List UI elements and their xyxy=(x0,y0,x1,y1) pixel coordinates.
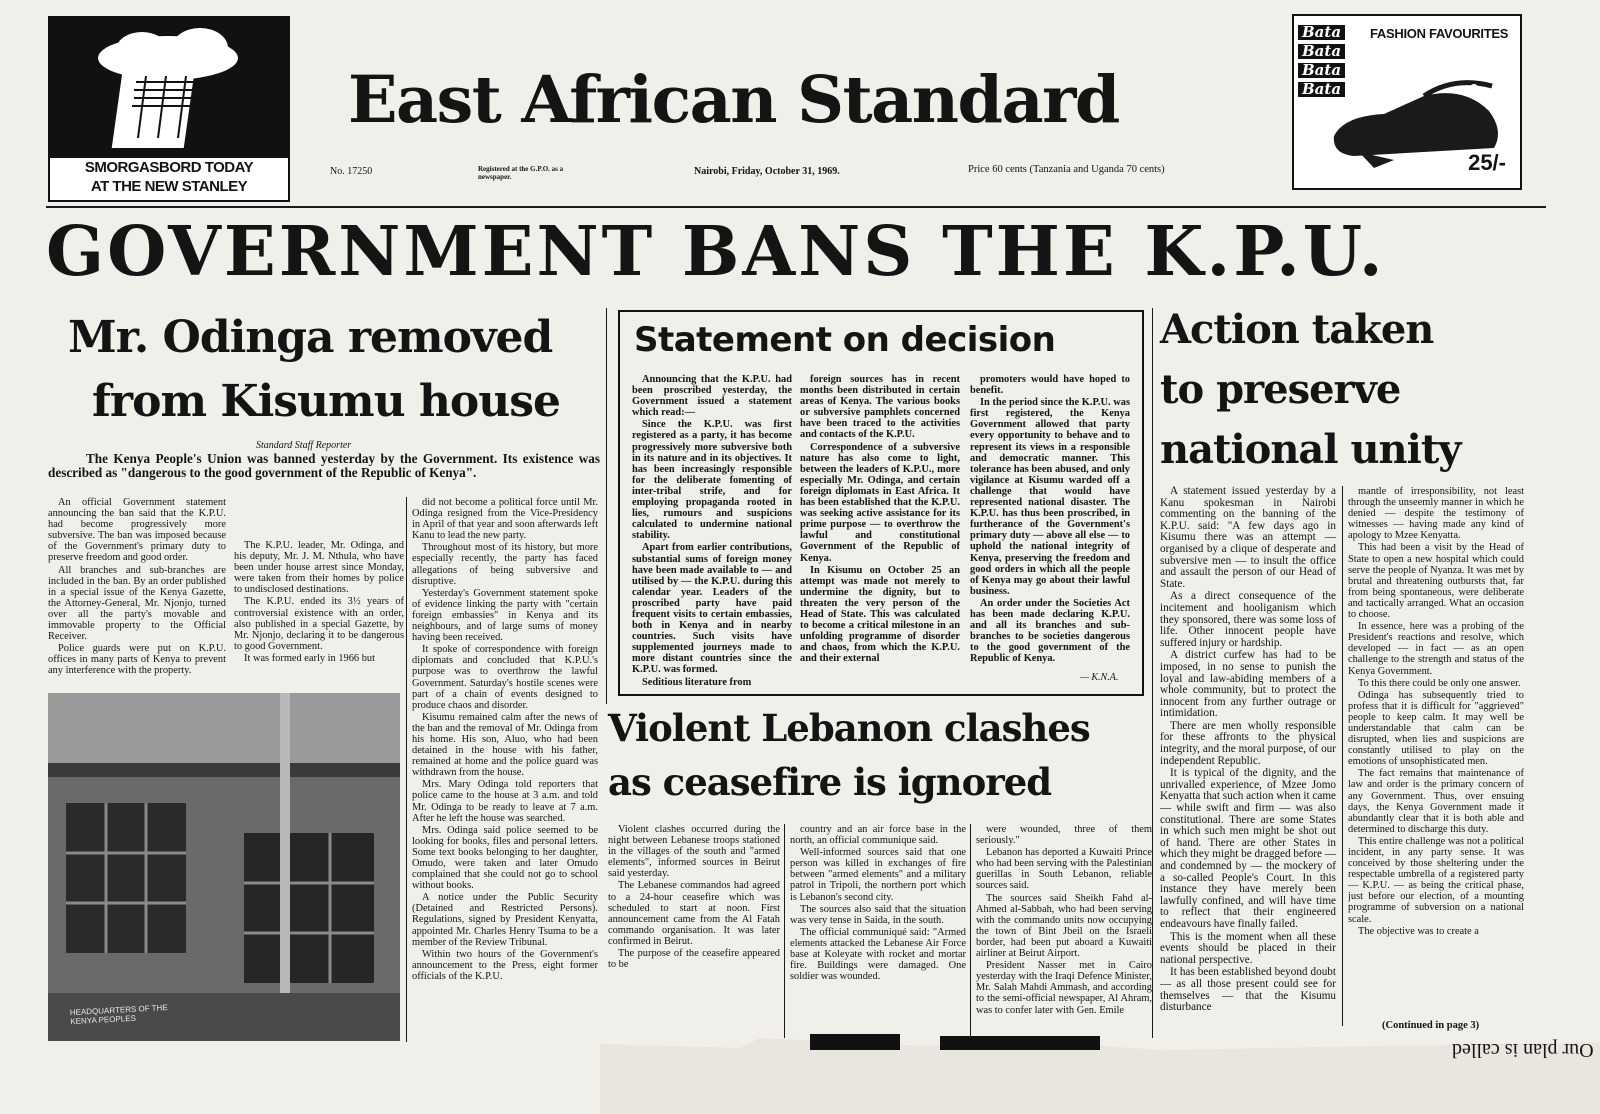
banner-headline: GOVERNMENT BANS THE K.P.U. xyxy=(46,212,1386,292)
paragraph: The purpose of the ceasefire appeared to be xyxy=(608,948,780,971)
bata-ad xyxy=(1292,14,1522,190)
paragraph: Announcing that the K.P.U. had been proscribed yesterday, the Government issued a statement which read:— xyxy=(632,374,792,419)
bata-logo: Bata xyxy=(1298,25,1345,40)
odinga-column-1 xyxy=(48,497,226,693)
unity-headline-3: national unity xyxy=(1160,426,1461,473)
paragraph: Kisumu remained calm after the news of the ban and the removal of Mr. Odinga from his home. His son, Aluo, who had been detained in the house with his father, remained at home and the police guard was withdrawn from the house. xyxy=(412,711,598,779)
ad-headline: FASHION FAVOURITES xyxy=(1370,26,1509,41)
paragraph: This had been a visit by the Head of State to open a new hospital which could serve the people of Nyanza. It was met by brutal and threatening outbursts that, far from being spontaneous, were deliberate and tactically arranged. What an occasion to choose. xyxy=(1348,542,1524,621)
lebanon-column-2 xyxy=(790,824,966,1044)
odinga-headline-1: Mr. Odinga removed xyxy=(68,312,553,363)
column-rule xyxy=(784,824,785,1038)
unity-headline-2: to preserve xyxy=(1160,366,1401,413)
statement-headline: Statement on decision xyxy=(634,320,1056,360)
masthead-title: East African Standard xyxy=(348,62,1119,138)
dateline: Nairobi, Friday, October 31, 1969. xyxy=(694,166,840,177)
paragraph: The sources also said that the situation was very tense in Saida, in the south. xyxy=(790,903,966,926)
paragraph: Odinga has subsequently tried to profess that it is difficult for "aggrieved" people to keep calm. It may well be understandable that calm can be disrupted, when lies and suspicions are constantly utilised to play on the emotions of unsophisticated men. xyxy=(1348,689,1524,768)
paragraph: There are men wholly responsible for these affronts to the physical integrity, and the moral purpose, of our independent Republic. xyxy=(1160,719,1336,767)
paragraph: A statement issued yesterday by a Kanu spokesman in Nairobi commenting on the banning of the K.P.U. said: "A few days ago in Kisumu there was an attempt — organised by a clique of desperate and subversive men — to insult the office and assault the person of our Head of State. xyxy=(1160,486,1336,590)
paragraph: To this there could be only one answer. xyxy=(1358,677,1521,689)
paragraph: A notice under the Public Security (Detained and Restricted Persons). Regulations, signed by President Kenyatta, appointed Mr. Charles Henry Tsuma to be a member of the Review Tribunal. xyxy=(412,892,598,948)
smorgasbord-ad xyxy=(48,16,290,202)
paragraph: It was formed early in 1966 but xyxy=(244,652,376,664)
paragraph: Well-informed sources said that one person was killed in exchanges of fire between "armed elements" and a military patrol in Tripoli, the northern port which is Lebanon's second city. xyxy=(790,847,966,903)
statement-column-3 xyxy=(970,374,1130,664)
paragraph: Mrs. Mary Odinga told reporters that police came to the house at 3 a.m. and told Mr. Odinga to be ready to leave at 7 a.m. After he left the house was searched. xyxy=(412,779,598,824)
odinga-headline-2: from Kisumu house xyxy=(92,376,561,427)
unity-column-2 xyxy=(1348,486,1524,1006)
bata-logo: Bata xyxy=(1298,82,1345,97)
lebanon-headline-1: Violent Lebanon clashes xyxy=(608,706,1090,750)
registered-note: Registered at the G.P.O. as a newspaper. xyxy=(478,165,564,181)
paragraph: It has been established beyond doubt — as all those present could see for themselves — that the Kisumu disturbance xyxy=(1160,966,1336,1014)
paragraph: Seditious literature from xyxy=(642,676,752,686)
paragraph: Correspondence of a subversive nature has also come to light, between the leaders of K.P.U., more especially Mr. Odinga, and certain foreign diplomats in East Africa. It has been established that the K.P.U. was seeking active assistance for its prime purpose — to overthrow the lawful and constitutional Government of the Republic of Kenya. xyxy=(800,441,960,564)
lebanon-headline-2: as ceasefire is ignored xyxy=(608,760,1052,804)
paragraph: Police guards were put on K.P.U. offices in many parts of Kenya to prevent any interference with the property. xyxy=(48,643,226,677)
paragraph: In the period since the K.P.U. was first registered, the Kenya Government allowed that party every opportunity to behave and to represent its views in a responsible and democratic manner. This tolerance has been abused, and only vigilance at Kisumu warded off a challenge that would have represented national disaster. The K.P.U. has thus been proscribed, in furtherance of the Government's primary duty — above all else — to uphold the national integrity of Kenya, preserving the freedom and good orders in which all the people of Kenya may go about their lawful business. xyxy=(970,397,1130,597)
column-rule xyxy=(1342,486,1343,1026)
paragraph: The objective was to create a xyxy=(1358,925,1479,937)
paragraph: Violent clashes occurred during the night between Lebanese troops stationed in the villages of the south and "armed elements", informed sources in Beirut said yesterday. xyxy=(608,824,780,880)
statement-box xyxy=(618,310,1144,696)
ad-illustration xyxy=(50,18,288,158)
continued-note: (Continued in page 3) xyxy=(1382,1020,1480,1031)
paragraph: The K.P.U. leader, Mr. Odinga, and his deputy, Mr. J. M. Nthula, who have been under house arrest since Monday, were taken from their homes by police to undisclosed destinations. xyxy=(234,540,404,596)
paragraph: Throughout most of its history, but more especially recently, the party has faced allegations of being subversive and disruptive. xyxy=(412,542,598,587)
column-rule xyxy=(970,824,971,1038)
paragraph: An order under the Societies Act has been made declaring K.P.U. and all its branches and sub-branches to be societies dangerous to the good government of the Republic of Kenya. xyxy=(970,597,1130,664)
paragraph: The sources said Sheikh Fahd al-Ahmed al-Sabbah, who had been serving with the commando units now occupying the town of Bint Jbeil on the Israeli border, had been put aboard a Kuwaiti airliner at Beirut Airport. xyxy=(976,892,1152,960)
paragraph: Yesterday's Government statement spoke of evidence linking the party with "certain foreign embassies" in Kenya and its neighbours, and of large sums of money having been received. xyxy=(412,587,598,644)
statement-column-1 xyxy=(632,374,792,686)
odinga-byline: Standard Staff Reporter xyxy=(256,440,352,451)
paragraph: were wounded, three of them seriously." xyxy=(976,824,1152,847)
unity-headline-1: Action taken xyxy=(1160,306,1434,353)
chef-hat-icon xyxy=(50,18,288,158)
paragraph: Within two hours of the Government's announcement to the Press, eight former officials of the K.P.U. xyxy=(412,948,598,982)
paragraph: President Nasser met in Cairo yesterday with the Iraqi Defence Minister, Mr. Salah Mahdi Ammash, and according to the semi-official newspaper, Al Ahram, was to confer later with Gen. Emile xyxy=(976,960,1152,1016)
paragraph: This entire challenge was not a political incident, in any party sense. It was conceived by those sheltering under the respectable umbrella of a registered party — K.P.U. — as being the critical phase, just before our election, of a mounting programme of subversion on a national scale. xyxy=(1348,835,1524,925)
paragraph: In Kisumu on October 25 an attempt was made not merely to undermine the dignity, but to threaten the very person of the Head of State. This was calculated to become a critical milestone in an unfolding programme of disorder and chaos, from which the K.P.U. and their external xyxy=(800,564,960,665)
paragraph: The official communiqué said: "Armed elements attacked the Lebanese Air Force base at Koleyate with rocket and mortar fire. Buildings were damaged. One soldier was wounded. xyxy=(790,926,966,983)
statement-column-2 xyxy=(800,374,960,686)
bata-logo: Bata xyxy=(1298,44,1345,59)
paragraph: A district curfew has had to be imposed, in no sense to punish the loyal and law-abiding members of a whole community, but to protect the innocent from any further outrage or intimidation. xyxy=(1160,649,1336,720)
unity-column-1 xyxy=(1160,486,1336,1042)
issue-number: No. 17250 xyxy=(330,166,373,177)
paragraph: did not become a political force until Mr. Odinga resigned from the Vice-Presidency in April of that year and soon afterwards left Kanu to lead the new party. xyxy=(412,497,598,542)
paragraph: As a direct consequence of the incitement and hooliganism which they sponsored, there was some loss of life. Other innocent people have suffered injury or hardship. xyxy=(1160,590,1336,649)
paragraph: In essence, here was a probing of the President's reactions and resolve, which developed — in fact — as an open challenge to the strength and status of the Kenya Government. xyxy=(1348,621,1524,677)
bata-logo: Bata xyxy=(1298,63,1345,78)
lebanon-column-1 xyxy=(608,824,780,1044)
column-rule xyxy=(1152,308,1153,1038)
cover-price: Price 60 cents (Tanzania and Uganda 70 cents) xyxy=(968,164,1165,175)
paragraph: mantle of irresponsibility, not least through the unseemly manner in which he denied — despite the testimony of witnesses — having made any kind of apology to Mzee Kenyatta. xyxy=(1348,486,1524,542)
upside-down-text: Our plan is called xyxy=(1452,1039,1594,1061)
paragraph: country and an air force base in the north, an official communique said. xyxy=(790,824,966,847)
next-page-fragment xyxy=(600,1030,1600,1114)
odinga-lead: The Kenya People's Union was banned yesterday by the Government. Its existence was described as "dangerous to the good government of the Republic of Kenya". xyxy=(48,451,600,480)
column-rule xyxy=(406,497,407,1042)
paragraph: The fact remains that maintenance of law and order is the primary concern of any Government. Thus, over ensuing days, the Kenya Government made it abundantly clear that it is both able and determined to discharge this duty. xyxy=(1348,768,1524,835)
paragraph: An official Government statement announcing the ban said that the K.P.U. had become progressively more subversive. The ban was imposed because of the Government's primary duty to preserve freedom and good order. xyxy=(48,497,226,564)
torn-edge xyxy=(600,1030,1600,1114)
paragraph: It is typical of the dignity, and the unrivalled experience, of Mzee Jomo Kenyatta that such action when it came — while swift and firm — was also constitutional. There are some States in which such men might be shot out of hand. There are other States in which they might be dragged before — and condemned by — the mockery of a so-called People's Court. In this instance they have merely been lawfully confined, and will have time to reflect that their engineered endeavours have finally failed. xyxy=(1160,767,1336,930)
paragraph: Lebanon has deported a Kuwaiti Prince who had been serving with the Palestinian guerillas in South Lebanon, reliable sources said. xyxy=(976,847,1152,892)
paragraph: It spoke of correspondence with foreign diplomats and concluded that K.P.U.'s purpose was to overthrow the lawful Government. Saturday's hostile scenes were part of a chain of events designed to produce chaos and disorder. xyxy=(412,644,598,711)
odinga-column-3 xyxy=(412,497,598,1045)
statement-credit: — K.N.A. xyxy=(1080,672,1119,683)
kpu-headquarters-photo xyxy=(48,693,400,1041)
paragraph: This is the moment when all these events should be placed in their national perspective. xyxy=(1160,930,1336,966)
building-photo xyxy=(48,693,400,1041)
odinga-column-2 xyxy=(234,540,404,690)
column-rule xyxy=(606,308,607,704)
paragraph: Apart from earlier contributions, substantial sums of foreign money have been made available to — and utilised by — the K.P.U. during this calendar year. Leaders of the proscribed party have paid frequent visits to certain embassies, both in Kenya and in nearby countries. Such visits have supplemented journeys made to more distant countries since the K.P.U. was formed. xyxy=(632,542,792,676)
paragraph: The Lebanese commandos had agreed to a 24-hour ceasefire which was scheduled to start at noon. First announcement came from the Al Fatah commando organisation. It was later confirmed in Beirut. xyxy=(608,880,780,947)
photo-sign-text: HEADQUARTERS OF THE KENYA PEOPLES xyxy=(69,1003,168,1027)
ad-caption: SMORGASBORD TODAY AT THE NEW STANLEY xyxy=(84,159,254,195)
masthead-rule xyxy=(46,206,1546,208)
paragraph: Since the K.P.U. was first registered as a party, it has become progressively more subversive both in its nature and in its objectives. It has been increasingly responsible for the deliberate fomenting of inter-tribal strife, and for employing propaganda rooted in lies, rumours and suspicions calculated to undermine national stability. xyxy=(632,419,792,542)
ad-price: 25/- xyxy=(1468,150,1506,175)
paragraph: promoters would have hoped to benefit. xyxy=(970,374,1130,397)
paragraph: All branches and sub-branches are included in the ban. By an order published in a special issue of the Kenya Gazette, the Attorney-General, Mr. Njonjo, turned over all the party's movable and immovable property to the Official Receiver. xyxy=(48,564,226,643)
lebanon-column-3 xyxy=(976,824,1152,1040)
paragraph: The K.P.U. ended its 3½ years of controversial existence with an order, also published in a special Gazette, by Mr. Njonjo, declaring it to be dangerous to good Government. xyxy=(234,596,404,652)
paragraph: Mrs. Odinga said police seemed to be looking for books, files and personal letters. Some text books belonging to her daughter, Omudo, were taken and later Omudo complained that she could not go to school without books. xyxy=(412,824,598,892)
paragraph: foreign sources has in recent months been distributed in certain areas of Kenya. The various books or subversive pamphlets concerned have been traced to the activities and contacts of the K.P.U. xyxy=(800,374,960,441)
